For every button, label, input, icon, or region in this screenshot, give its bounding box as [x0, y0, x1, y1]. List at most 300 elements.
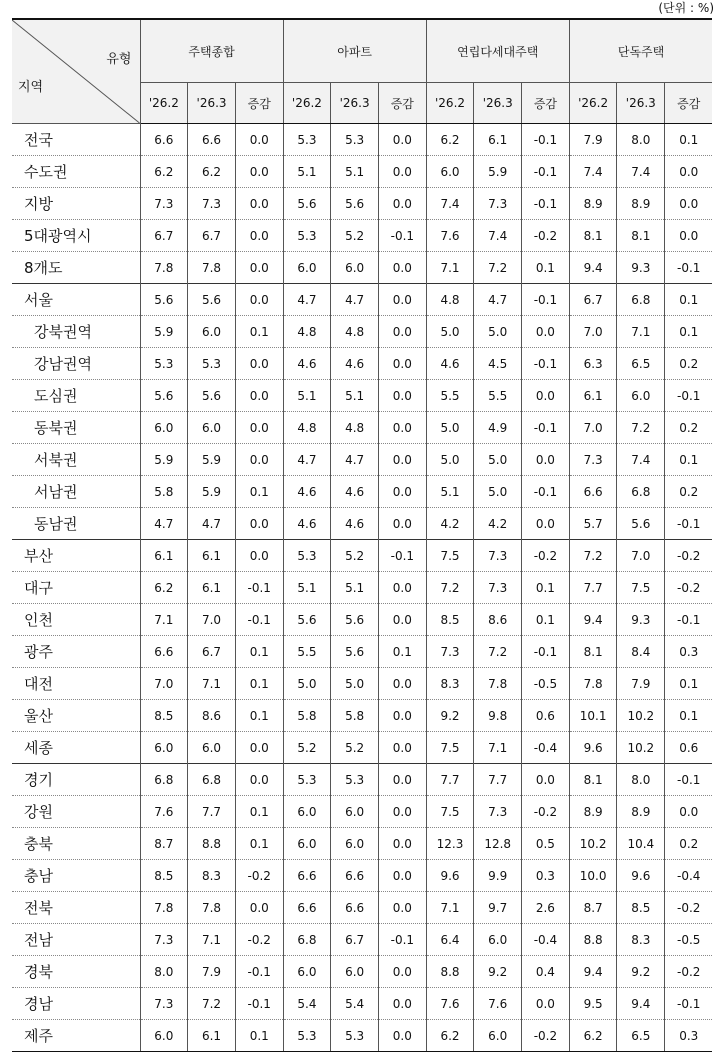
value-cell: 7.3 [474, 188, 522, 220]
value-cell: 7.2 [426, 572, 474, 604]
table-row [12, 188, 712, 220]
value-cell: 5.1 [283, 156, 331, 188]
value-cell: 9.4 [569, 956, 617, 988]
value-cell: 12.8 [474, 828, 522, 860]
value-cell: 6.2 [140, 156, 188, 188]
value-cell: 4.5 [474, 348, 522, 380]
value-cell: 5.3 [331, 1020, 379, 1052]
value-cell: 4.8 [331, 316, 379, 348]
value-cell: 6.7 [331, 924, 379, 956]
value-cell: 0.0 [235, 412, 283, 444]
sub-header-cell: 증감 [235, 83, 283, 124]
value-cell: 2.6 [522, 892, 570, 924]
value-cell: 6.0 [426, 156, 474, 188]
sub-header-cell: 증감 [665, 83, 713, 124]
value-cell: 4.7 [474, 284, 522, 316]
value-cell: 6.7 [140, 220, 188, 252]
value-cell: 6.1 [188, 1020, 236, 1052]
value-cell: 4.6 [283, 508, 331, 540]
value-cell: 8.1 [569, 636, 617, 668]
value-cell: 8.5 [140, 860, 188, 892]
value-cell: -0.1 [665, 604, 713, 636]
value-cell: -0.2 [665, 956, 713, 988]
value-cell: 5.6 [617, 508, 665, 540]
value-cell: 5.0 [331, 668, 379, 700]
value-cell: -0.2 [522, 540, 570, 572]
region-axis-label: 지역 [18, 80, 44, 95]
region-name-cell: 동북권 [12, 412, 140, 444]
value-cell: 7.6 [140, 796, 188, 828]
table-row [12, 540, 712, 572]
value-cell: 0.0 [378, 988, 426, 1020]
table-body [12, 124, 712, 1052]
table-row [12, 764, 712, 796]
value-cell: 6.0 [188, 316, 236, 348]
region-name-cell: 충남 [12, 860, 140, 892]
region-name-cell: 경남 [12, 988, 140, 1020]
region-name-cell: 광주 [12, 636, 140, 668]
value-cell: 7.4 [426, 188, 474, 220]
value-cell: 7.3 [140, 188, 188, 220]
value-cell: 0.6 [522, 700, 570, 732]
value-cell: 6.1 [188, 572, 236, 604]
value-cell: 7.6 [474, 988, 522, 1020]
value-cell: 7.6 [426, 988, 474, 1020]
value-cell: 5.0 [474, 444, 522, 476]
value-cell: 9.6 [569, 732, 617, 764]
value-cell: 8.4 [617, 636, 665, 668]
value-cell: 0.1 [665, 284, 713, 316]
value-cell: 0.0 [235, 444, 283, 476]
value-cell: -0.2 [235, 924, 283, 956]
value-cell: 7.0 [569, 412, 617, 444]
value-cell: 7.3 [140, 924, 188, 956]
value-cell: 0.0 [378, 604, 426, 636]
value-cell: 7.3 [426, 636, 474, 668]
region-name-cell: 울산 [12, 700, 140, 732]
value-cell: -0.4 [665, 860, 713, 892]
value-cell: 4.8 [426, 284, 474, 316]
value-cell: 7.0 [569, 316, 617, 348]
table-row [12, 252, 712, 284]
value-cell: 0.1 [665, 444, 713, 476]
region-name-cell: 전국 [12, 124, 140, 156]
value-cell: 7.4 [569, 156, 617, 188]
value-cell: 6.5 [617, 1020, 665, 1052]
type-axis-label: 유형 [106, 52, 132, 67]
table-row [12, 732, 712, 764]
value-cell: 5.1 [331, 380, 379, 412]
value-cell: 8.0 [140, 956, 188, 988]
value-cell: 0.0 [522, 764, 570, 796]
value-cell: 5.8 [283, 700, 331, 732]
value-cell: -0.1 [522, 636, 570, 668]
sub-header-cell: '26.3 [331, 83, 379, 124]
value-cell: 5.9 [188, 476, 236, 508]
region-name-cell: 대전 [12, 668, 140, 700]
value-cell: 0.0 [378, 124, 426, 156]
group-header: 단독주택 [569, 19, 712, 83]
value-cell: 5.0 [426, 444, 474, 476]
value-cell: 6.1 [569, 380, 617, 412]
value-cell: 8.8 [188, 828, 236, 860]
value-cell: 6.0 [140, 1020, 188, 1052]
value-cell: 6.2 [188, 156, 236, 188]
value-cell: 0.0 [522, 444, 570, 476]
table-row [12, 348, 712, 380]
value-cell: 7.3 [474, 796, 522, 828]
value-cell: 0.0 [378, 572, 426, 604]
value-cell: 7.3 [474, 572, 522, 604]
value-cell: 5.6 [188, 284, 236, 316]
value-cell: 6.0 [188, 732, 236, 764]
value-cell: -0.1 [665, 764, 713, 796]
value-cell: 4.8 [283, 316, 331, 348]
value-cell: 6.6 [283, 860, 331, 892]
value-cell: 7.8 [188, 252, 236, 284]
value-cell: 6.2 [426, 1020, 474, 1052]
value-cell: 8.5 [617, 892, 665, 924]
value-cell: 7.2 [569, 540, 617, 572]
value-cell: 0.0 [522, 988, 570, 1020]
value-cell: 9.6 [617, 860, 665, 892]
value-cell: 5.6 [283, 188, 331, 220]
value-cell: 5.3 [331, 124, 379, 156]
value-cell: -0.1 [522, 284, 570, 316]
value-cell: 5.3 [140, 348, 188, 380]
table-row [12, 476, 712, 508]
sub-header-cell: 증감 [378, 83, 426, 124]
region-name-cell: 서북권 [12, 444, 140, 476]
sub-header-cell: 증감 [522, 83, 570, 124]
table-row [12, 572, 712, 604]
value-cell: 8.5 [426, 604, 474, 636]
value-cell: 4.8 [331, 412, 379, 444]
vacancy-rate-table [12, 18, 712, 1052]
value-cell: 7.7 [474, 764, 522, 796]
value-cell: 10.2 [617, 732, 665, 764]
value-cell: 4.7 [283, 284, 331, 316]
region-name-cell: 부산 [12, 540, 140, 572]
value-cell: 6.6 [283, 892, 331, 924]
table-row [12, 988, 712, 1020]
value-cell: 0.0 [522, 380, 570, 412]
value-cell: 0.0 [235, 156, 283, 188]
value-cell: 10.4 [617, 828, 665, 860]
value-cell: 8.9 [569, 796, 617, 828]
table-row [12, 1020, 712, 1052]
value-cell: 0.3 [665, 1020, 713, 1052]
value-cell: 8.0 [617, 764, 665, 796]
value-cell: 6.0 [474, 924, 522, 956]
value-cell: 8.9 [569, 188, 617, 220]
value-cell: 6.0 [331, 796, 379, 828]
diagonal-divider [12, 20, 140, 123]
region-name-cell: 전북 [12, 892, 140, 924]
value-cell: 9.6 [426, 860, 474, 892]
value-cell: 6.6 [140, 636, 188, 668]
value-cell: 7.1 [426, 252, 474, 284]
value-cell: 4.7 [140, 508, 188, 540]
value-cell: 7.4 [617, 156, 665, 188]
value-cell: 0.0 [378, 764, 426, 796]
value-cell: -0.1 [235, 604, 283, 636]
value-cell: 5.0 [474, 316, 522, 348]
value-cell: 0.0 [235, 892, 283, 924]
value-cell: 8.8 [426, 956, 474, 988]
table-row [12, 636, 712, 668]
value-cell: 4.9 [474, 412, 522, 444]
value-cell: 5.3 [283, 220, 331, 252]
value-cell: 10.2 [569, 828, 617, 860]
group-header: 연립다세대주택 [426, 19, 569, 83]
value-cell: 5.3 [188, 348, 236, 380]
value-cell: 5.2 [331, 220, 379, 252]
value-cell: 6.0 [617, 380, 665, 412]
value-cell: -0.2 [522, 220, 570, 252]
sub-header-cell: '26.2 [426, 83, 474, 124]
value-cell: 0.2 [665, 412, 713, 444]
value-cell: -0.2 [522, 1020, 570, 1052]
table-row [12, 860, 712, 892]
value-cell: 7.6 [426, 220, 474, 252]
value-cell: 7.4 [617, 444, 665, 476]
value-cell: 4.6 [283, 476, 331, 508]
value-cell: 7.5 [426, 796, 474, 828]
value-cell: -0.1 [665, 380, 713, 412]
value-cell: 0.2 [665, 348, 713, 380]
value-cell: 7.2 [474, 636, 522, 668]
value-cell: 6.8 [617, 284, 665, 316]
value-cell: 5.9 [140, 316, 188, 348]
value-cell: 5.1 [283, 380, 331, 412]
value-cell: 4.2 [474, 508, 522, 540]
value-cell: -0.1 [235, 572, 283, 604]
value-cell: -0.2 [522, 796, 570, 828]
table-row [12, 700, 712, 732]
value-cell: 7.9 [617, 668, 665, 700]
value-cell: 0.0 [378, 1020, 426, 1052]
value-cell: 0.0 [235, 540, 283, 572]
value-cell: 6.7 [188, 636, 236, 668]
value-cell: 8.0 [617, 124, 665, 156]
value-cell: -0.1 [522, 412, 570, 444]
value-cell: 5.3 [283, 764, 331, 796]
table-row [12, 412, 712, 444]
value-cell: 5.5 [283, 636, 331, 668]
value-cell: 5.6 [140, 380, 188, 412]
value-cell: 5.2 [283, 732, 331, 764]
value-cell: 4.6 [331, 476, 379, 508]
region-name-cell: 지방 [12, 188, 140, 220]
value-cell: 0.1 [522, 252, 570, 284]
value-cell: -0.1 [235, 956, 283, 988]
value-cell: 0.0 [235, 220, 283, 252]
value-cell: 5.3 [283, 124, 331, 156]
value-cell: 6.2 [569, 1020, 617, 1052]
value-cell: 0.0 [378, 476, 426, 508]
group-header: 아파트 [283, 19, 426, 83]
value-cell: -0.1 [522, 476, 570, 508]
region-name-cell: 동남권 [12, 508, 140, 540]
value-cell: 4.7 [331, 444, 379, 476]
region-name-cell: 경북 [12, 956, 140, 988]
value-cell: 5.2 [331, 540, 379, 572]
value-cell: 0.1 [235, 700, 283, 732]
value-cell: 5.9 [140, 444, 188, 476]
value-cell: 7.3 [569, 444, 617, 476]
value-cell: -0.2 [665, 540, 713, 572]
value-cell: -0.1 [665, 508, 713, 540]
value-cell: 6.0 [140, 732, 188, 764]
value-cell: 5.7 [569, 508, 617, 540]
value-cell: 6.0 [331, 828, 379, 860]
value-cell: 0.0 [235, 124, 283, 156]
value-cell: 0.0 [378, 508, 426, 540]
region-name-cell: 인천 [12, 604, 140, 636]
value-cell: 8.3 [188, 860, 236, 892]
value-cell: 0.0 [522, 316, 570, 348]
value-cell: 9.8 [474, 700, 522, 732]
value-cell: 0.0 [378, 252, 426, 284]
value-cell: 0.0 [378, 732, 426, 764]
value-cell: 0.1 [522, 604, 570, 636]
value-cell: -0.2 [665, 572, 713, 604]
value-cell: 7.0 [617, 540, 665, 572]
group-header: 주택종합 [140, 19, 283, 83]
value-cell: 7.1 [140, 604, 188, 636]
value-cell: 0.1 [665, 316, 713, 348]
region-name-cell: 전남 [12, 924, 140, 956]
value-cell: 4.7 [331, 284, 379, 316]
value-cell: 0.0 [522, 508, 570, 540]
value-cell: 5.0 [474, 476, 522, 508]
value-cell: 7.8 [188, 892, 236, 924]
value-cell: 9.4 [617, 988, 665, 1020]
value-cell: 0.0 [378, 348, 426, 380]
region-name-cell: 강원 [12, 796, 140, 828]
region-name-cell: 수도권 [12, 156, 140, 188]
value-cell: 7.0 [140, 668, 188, 700]
value-cell: 9.3 [617, 252, 665, 284]
value-cell: 0.0 [378, 412, 426, 444]
value-cell: 9.2 [474, 956, 522, 988]
value-cell: -0.5 [522, 668, 570, 700]
value-cell: 5.1 [426, 476, 474, 508]
value-cell: 6.1 [474, 124, 522, 156]
value-cell: 7.8 [140, 892, 188, 924]
region-name-cell: 세종 [12, 732, 140, 764]
table-row [12, 668, 712, 700]
value-cell: 0.2 [665, 476, 713, 508]
value-cell: -0.1 [522, 188, 570, 220]
table-row [12, 796, 712, 828]
value-cell: 9.9 [474, 860, 522, 892]
value-cell: 6.8 [188, 764, 236, 796]
value-cell: 8.8 [569, 924, 617, 956]
value-cell: 6.8 [140, 764, 188, 796]
table-row [12, 444, 712, 476]
value-cell: 0.1 [235, 796, 283, 828]
value-cell: 8.7 [569, 892, 617, 924]
value-cell: 5.4 [331, 988, 379, 1020]
value-cell: 0.0 [378, 828, 426, 860]
value-cell: 7.2 [188, 988, 236, 1020]
value-cell: 12.3 [426, 828, 474, 860]
region-name-cell: 8개도 [12, 252, 140, 284]
value-cell: 4.6 [283, 348, 331, 380]
value-cell: 5.6 [331, 188, 379, 220]
value-cell: 4.2 [426, 508, 474, 540]
value-cell: 10.0 [569, 860, 617, 892]
value-cell: 0.1 [235, 1020, 283, 1052]
value-cell: 7.9 [188, 956, 236, 988]
value-cell: 8.1 [617, 220, 665, 252]
region-name-cell: 제주 [12, 1020, 140, 1052]
sub-header-cell: '26.2 [569, 83, 617, 124]
value-cell: -0.1 [378, 540, 426, 572]
value-cell: 0.0 [235, 732, 283, 764]
value-cell: 0.0 [378, 188, 426, 220]
value-cell: 0.1 [235, 668, 283, 700]
value-cell: -0.4 [522, 732, 570, 764]
value-cell: 6.7 [569, 284, 617, 316]
value-cell: 6.7 [188, 220, 236, 252]
sub-header-cell: '26.3 [188, 83, 236, 124]
table-row [12, 892, 712, 924]
table-row [12, 284, 712, 316]
value-cell: 9.7 [474, 892, 522, 924]
region-name-cell: 경기 [12, 764, 140, 796]
value-cell: 0.0 [235, 380, 283, 412]
value-cell: 5.4 [283, 988, 331, 1020]
value-cell: 6.3 [569, 348, 617, 380]
value-cell: 0.3 [522, 860, 570, 892]
value-cell: 4.6 [331, 348, 379, 380]
value-cell: 5.0 [283, 668, 331, 700]
value-cell: 0.1 [665, 124, 713, 156]
value-cell: 0.0 [665, 156, 713, 188]
value-cell: 6.6 [331, 860, 379, 892]
region-name-cell: 도심권 [12, 380, 140, 412]
value-cell: -0.2 [665, 892, 713, 924]
value-cell: 7.1 [617, 316, 665, 348]
value-cell: 6.6 [140, 124, 188, 156]
value-cell: 0.0 [235, 284, 283, 316]
value-cell: 7.5 [426, 540, 474, 572]
table-row [12, 508, 712, 540]
table-row [12, 316, 712, 348]
value-cell: 7.7 [569, 572, 617, 604]
region-name-cell: 서남권 [12, 476, 140, 508]
value-cell: 8.9 [617, 796, 665, 828]
value-cell: 7.3 [188, 188, 236, 220]
region-name-cell: 5대광역시 [12, 220, 140, 252]
value-cell: 6.0 [283, 828, 331, 860]
value-cell: 6.6 [569, 476, 617, 508]
value-cell: 6.8 [617, 476, 665, 508]
value-cell: 8.7 [140, 828, 188, 860]
value-cell: 7.0 [188, 604, 236, 636]
value-cell: 0.0 [235, 508, 283, 540]
value-cell: 6.0 [283, 956, 331, 988]
value-cell: 5.0 [426, 412, 474, 444]
sub-header-cell: '26.3 [474, 83, 522, 124]
value-cell: 4.6 [426, 348, 474, 380]
value-cell: 0.0 [378, 700, 426, 732]
value-cell: 0.4 [522, 956, 570, 988]
value-cell: 5.5 [474, 380, 522, 412]
